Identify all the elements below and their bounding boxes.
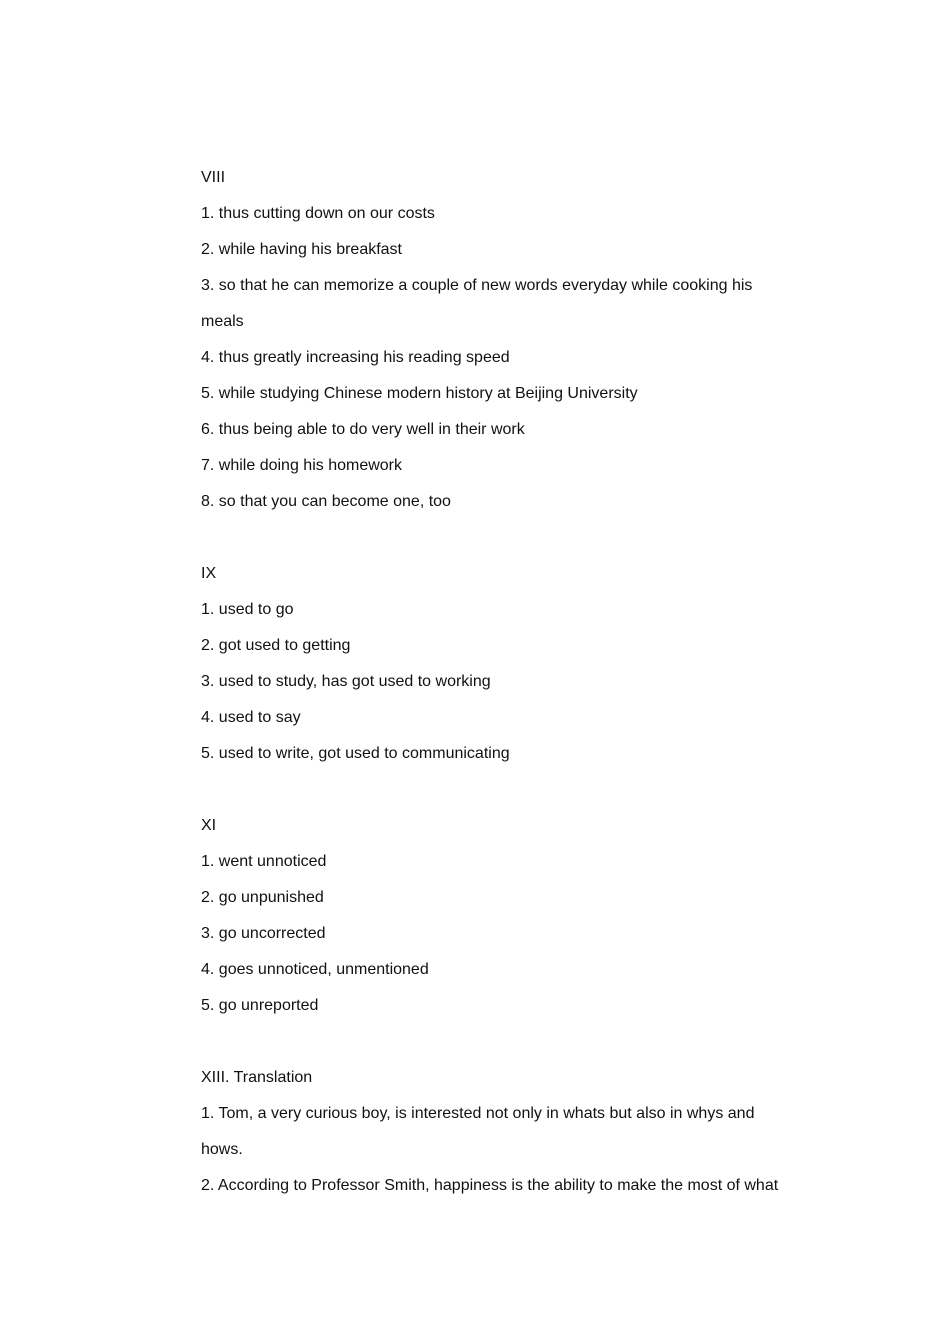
section-xi: [201, 808, 821, 1024]
answer-line: 1. used to go: [201, 601, 294, 618]
answer-line: 3. so that he can memorize a couple of new words everyday while cooking his: [201, 277, 753, 294]
answer-line-continuation: hows.: [201, 1141, 243, 1158]
answer-line: 3. go uncorrected: [201, 925, 326, 942]
answer-line: 5. used to write, got used to communicating: [201, 745, 510, 762]
section-heading: IX: [201, 565, 217, 582]
answer-line-continuation: meals: [201, 313, 244, 330]
answer-line: 1. Tom, a very curious boy, is interested not only in whats but also in whys and: [201, 1105, 755, 1122]
answer-line: 2. According to Professor Smith, happiness is the ability to make the most of what: [201, 1177, 779, 1194]
answer-line: 1. thus cutting down on our costs: [201, 205, 435, 222]
answer-line: 6. thus being able to do very well in their work: [201, 421, 525, 438]
section-ix: [201, 556, 821, 772]
answer-line: 4. thus greatly increasing his reading speed: [201, 349, 510, 366]
answer-line: 3. used to study, has got used to working: [201, 673, 491, 690]
answer-line: 1. went unnoticed: [201, 853, 327, 870]
section-viii: [201, 160, 821, 520]
answer-line: 5. go unreported: [201, 997, 319, 1014]
answer-line: 5. while studying Chinese modern history at Beijing University: [201, 385, 638, 402]
answer-line: 7. while doing his homework: [201, 457, 402, 474]
section-xiii-translation: [201, 1060, 821, 1204]
document-page: [201, 160, 821, 1204]
answer-line: 2. got used to getting: [201, 637, 351, 654]
answer-line: 8. so that you can become one, too: [201, 493, 451, 510]
section-spacer: [201, 520, 821, 556]
section-spacer: [201, 1024, 821, 1060]
section-heading: XI: [201, 817, 217, 834]
section-heading: VIII: [201, 169, 226, 186]
section-spacer: [201, 772, 821, 808]
answer-line: 4. goes unnoticed, unmentioned: [201, 961, 429, 978]
answer-line: 2. while having his breakfast: [201, 241, 402, 258]
answer-line: 4. used to say: [201, 709, 301, 726]
answer-line: 2. go unpunished: [201, 889, 324, 906]
section-heading: XIII. Translation: [201, 1069, 313, 1086]
